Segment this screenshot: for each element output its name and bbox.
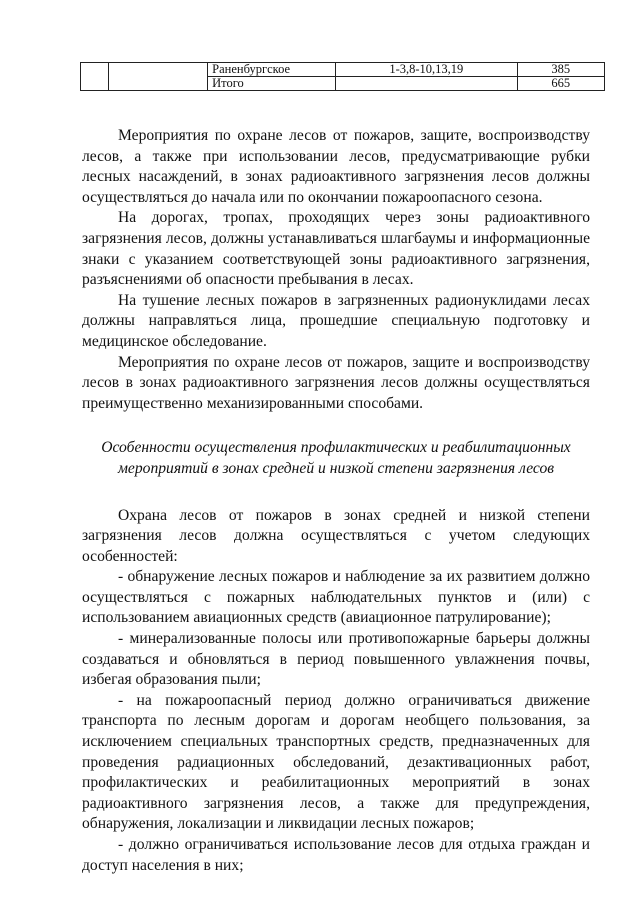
paragraph: На тушение лесных пожаров в загрязненных радионуклидами лесах должны направляться лица, прошедшие специальную подготовку и медицинское обследование. [82, 291, 590, 350]
table-cell-total-value: 665 [517, 77, 604, 91]
table-cell-value: 385 [517, 63, 604, 77]
paragraph: Мероприятия по охране лесов от пожаров, защите, воспроизводству лесов, а также при использовании лесов, предусматривающие рубки лесных насаждений, в зонах радиоактивного загрязнения лесов должны осуществляться до начала или по окончании пожароопасного сезона. [82, 127, 590, 206]
section-heading-line: мероприятий в зонах средней и низкой степени загрязнения лесов [117, 459, 555, 477]
list-item: - должно ограничиваться использование лесов для отдыха граждан и доступ населения в них; [82, 836, 590, 874]
table-cell-total-label: Итого [208, 77, 336, 91]
paragraph: Мероприятия по охране лесов от пожаров, защите и воспроизводству лесов в зонах радиоактивного загрязнения лесов должны осуществляться преимущественно механизированными способами. [82, 353, 590, 412]
list-item: - минерализованные полосы или противопожарные барьеры должны создаваться и обновляться в период повышенного увлажнения почвы, избегая образования пыли; [82, 630, 590, 689]
table-cell-region: Раненбургское [208, 63, 336, 77]
paragraph: Охрана лесов от пожаров в зонах средней и низкой степени загрязнения лесов должна осуществляться с учетом следующих особенностей: [82, 506, 590, 565]
list-item: - обнаружение лесных пожаров и наблюдение за их развитием должно осуществляться с пожарных наблюдательных пунктов и (или) с использованием авиационных средств (авиационное патрулирование); [82, 568, 590, 627]
table-cell-empty [81, 63, 109, 91]
body-text [82, 126, 590, 876]
table-cell-quarters [336, 77, 517, 91]
section-heading [82, 438, 590, 479]
table-row [81, 63, 605, 77]
table-fragment [80, 62, 605, 91]
section-heading-line: Особенности осуществления профилактических и реабилитационных [101, 439, 571, 457]
paragraph: На дорогах, тропах, проходящих через зоны радиоактивного загрязнения лесов, должны устанавливаться шлагбаумы и информационные знаки с указанием соответствующей зоны радиоактивного загрязнения, разъяснениями об опасности пребывания в лесах. [82, 209, 590, 289]
table-cell-empty [109, 63, 208, 91]
list-item: - на пожароопасный период должно ограничиваться движение транспорта по лесным дорогам и дорогам необщего пользования, за исключением специальных транспортных средств, предназначенных для проведения радиационных обследований, дезактивационных работ, профилактических и реабилитационных мероприятий в зонах радиоактивного загрязнения лесов, а также для предупреждения, обнаружения, локализации и ликвидации лесных пожаров; [82, 691, 590, 833]
table-cell-quarters: 1-3,8-10,13,19 [336, 63, 517, 77]
